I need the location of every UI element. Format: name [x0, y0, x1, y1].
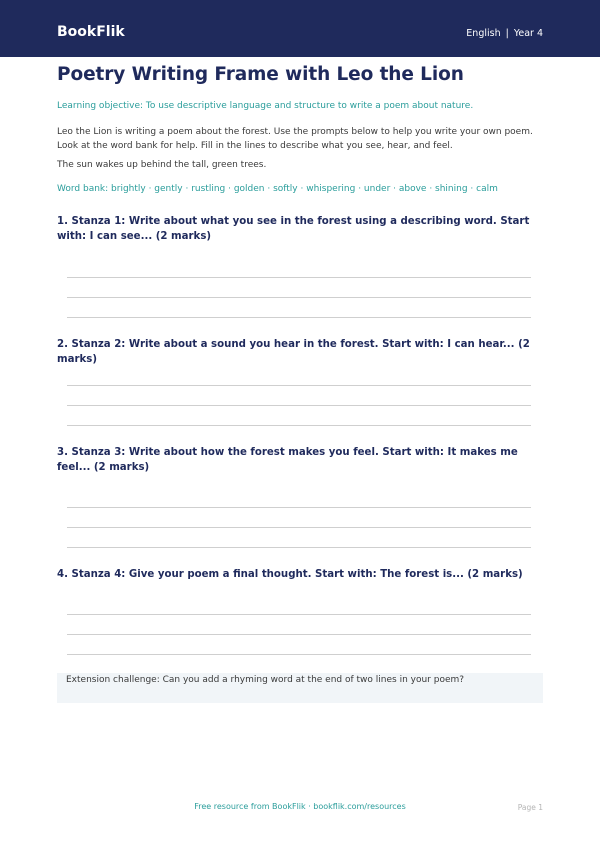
page-number: Page 1 — [517, 803, 543, 812]
question-3: 3. Stanza 3: Write about how the forest makes you feel. Start with: It makes me feel... (2 marks) — [57, 447, 518, 473]
answer-line[interactable] — [67, 634, 531, 635]
word-bank: Word bank: brightly · gently · rustling · golden · softly · whispering · under · above · shining · calm — [57, 184, 498, 194]
answer-line[interactable] — [67, 425, 531, 426]
year-label: Year 4 — [513, 28, 543, 39]
learning-objective: Learning objective: To use descriptive language and structure to write a poem about nature. — [57, 101, 474, 111]
subject-year-label — [466, 28, 543, 39]
subject-label: English — [466, 28, 501, 39]
answer-line[interactable] — [67, 547, 531, 548]
page-title: Poetry Writing Frame with Leo the Lion — [57, 64, 464, 85]
answer-line[interactable] — [67, 405, 531, 406]
question-1: 1. Stanza 1: Write about what you see in the forest using a describing word. Start with: I can see... (2 marks) — [57, 216, 530, 242]
answer-line[interactable] — [67, 277, 531, 278]
answer-line[interactable] — [67, 317, 531, 318]
extension-box — [57, 673, 543, 703]
answer-line[interactable] — [67, 507, 531, 508]
answer-line[interactable] — [67, 614, 531, 615]
answer-line[interactable] — [67, 527, 531, 528]
footer-credit[interactable]: Free resource from BookFlik · bookflik.com/resources — [194, 802, 406, 811]
brand-logo: BookFlik — [57, 24, 125, 40]
answer-line[interactable] — [67, 297, 531, 298]
intro-text: Leo the Lion is writing a poem about the forest. Use the prompts below to help you write your own poem. Look at the word bank for help. Fill in the lines to describe what you see, hear, and feel. — [57, 127, 533, 151]
header-bar — [0, 0, 600, 57]
sample-line: The sun wakes up behind the tall, green trees. — [57, 160, 267, 170]
answer-line[interactable] — [67, 654, 531, 655]
answer-line[interactable] — [67, 385, 531, 386]
question-2: 2. Stanza 2: Write about a sound you hear in the forest. Start with: I can hear... (2 marks) — [57, 339, 530, 365]
extension-challenge: Extension challenge: Can you add a rhyming word at the end of two lines in your poem? — [66, 675, 465, 685]
question-4: 4. Stanza 4: Give your poem a final thought. Start with: The forest is... (2 marks) — [57, 569, 523, 580]
separator: | — [505, 28, 509, 39]
